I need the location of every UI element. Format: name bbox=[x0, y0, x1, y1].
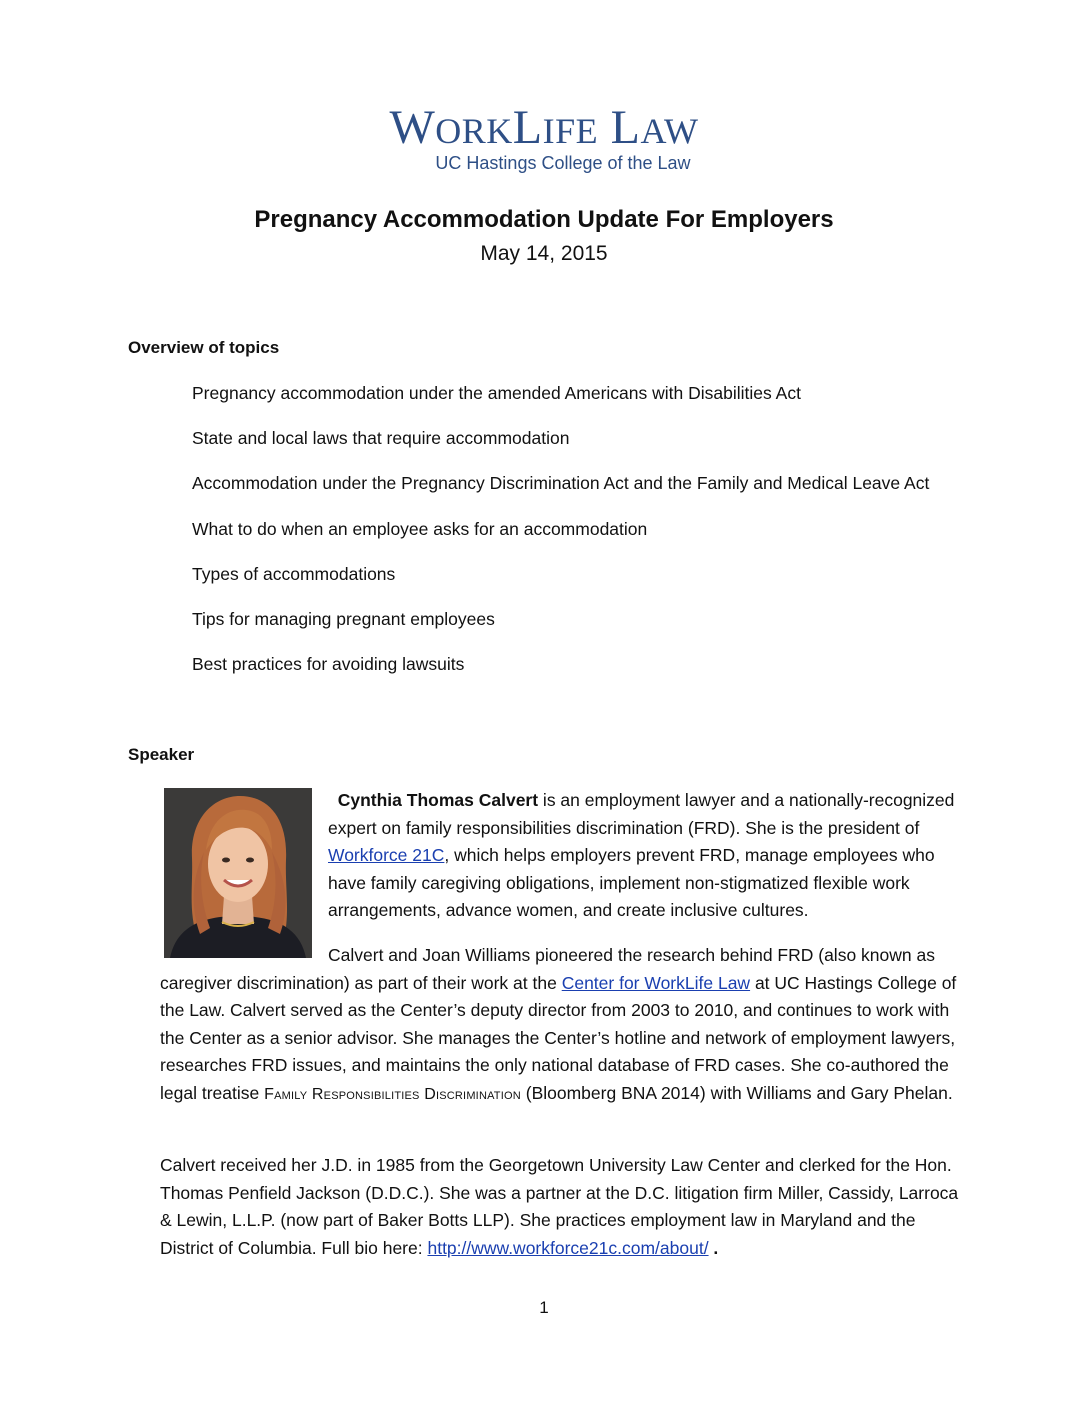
topic-item: Types of accommodations bbox=[192, 563, 396, 584]
logo-wordmark: WORKLIFE LAW bbox=[389, 101, 699, 154]
full-bio-link[interactable]: http://www.workforce21c.com/about/ bbox=[427, 1237, 709, 1258]
speaker-photo bbox=[164, 788, 312, 958]
topics-list bbox=[192, 380, 929, 696]
speaker-bio-paragraph-2: Calvert and Joan Williams pioneered the research behind FRD (also known as caregiver discrimination) as part of their work at the Center for WorkLife Law at UC Hastings College of the Law. Calvert served as the Center’s deputy director from 2003 to 2010, and continues to work with the Center as a senior advisor. She manages the Center’s hotline and network of employment lawyers, researches FRD issues, and maintains the only national database of FRD cases. She co-authored the legal treatise Family Responsibilities Discrimination (Bloomberg BNA 2014) with Williams and Gary Phelan. bbox=[160, 945, 957, 1103]
speaker-portrait-image bbox=[164, 788, 312, 958]
page-number: 1 bbox=[539, 1298, 549, 1317]
document-date: May 14, 2015 bbox=[480, 242, 608, 265]
topic-item: Best practices for avoiding lawsuits bbox=[192, 654, 465, 675]
center-worklife-law-link[interactable]: Center for WorkLife Law bbox=[561, 972, 751, 993]
topic-item: What to do when an employee asks for an accommodation bbox=[192, 518, 648, 539]
book-title: Family Responsibilities Discrimination bbox=[264, 1085, 521, 1103]
speaker-bio-paragraph-3: Calvert received her J.D. in 1985 from the Georgetown University Law Center and clerked for the Hon. Thomas Penfield Jackson (D.D.C.). She was a partner at the D.C. litigation firm Miller, Cassidy, Larroca & Lewin, L.L.P. (now part of Baker Botts LLP). She practices employment law in Maryland and the District of Columbia. Full bio here: http://www.workforce21c.com/about/ . bbox=[160, 1155, 959, 1258]
speaker-heading: Speaker bbox=[128, 745, 195, 764]
speaker-bio-intro: Cynthia Thomas Calvert is an employment lawyer and a nationally-recognized expert on family responsibilities discrimination (FRD). She is the president of Workforce 21C, which helps employers prevent FRD, manage employees who have family caregiving obligations, implement non-stigmatized flexible work arrangements, advance women, and create inclusive cultures. bbox=[328, 790, 955, 920]
topic-item: Accommodation under the Pregnancy Discrimination Act and the Family and Medical Leave Act bbox=[192, 473, 930, 494]
topic-item: Pregnancy accommodation under the amended Americans with Disabilities Act bbox=[192, 383, 801, 403]
topic-item: Tips for managing pregnant employees bbox=[192, 608, 495, 629]
worklife-law-logo bbox=[0, 101, 1088, 173]
workforce21c-link[interactable]: Workforce 21C bbox=[328, 845, 445, 865]
topic-item: State and local laws that require accommodation bbox=[192, 428, 570, 449]
speaker-name: Cynthia Thomas Calvert bbox=[337, 790, 539, 810]
logo-subtitle: UC Hastings College of the Law bbox=[435, 153, 691, 173]
overview-heading: Overview of topics bbox=[128, 338, 280, 357]
document-title: Pregnancy Accommodation Update For Employers bbox=[254, 206, 834, 233]
